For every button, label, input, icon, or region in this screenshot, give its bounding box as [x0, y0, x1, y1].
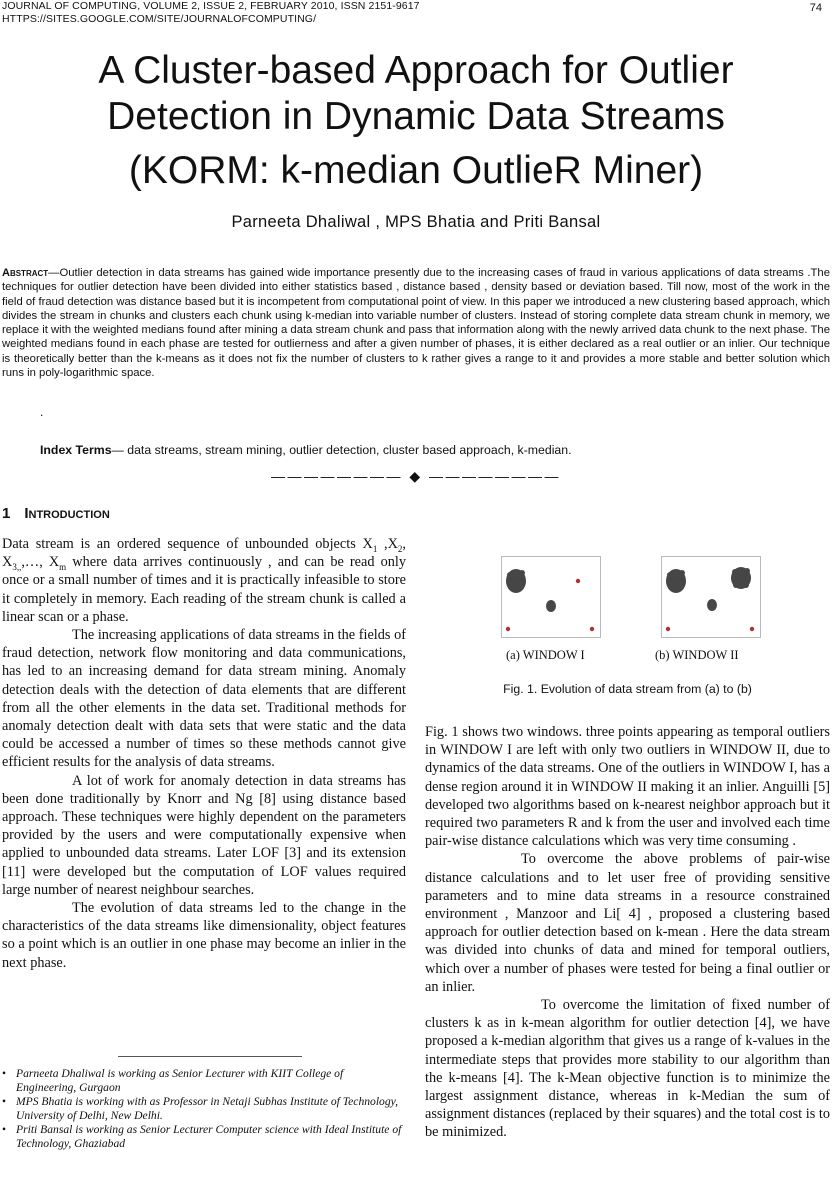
dense-cluster [506, 569, 526, 593]
outlier-point [590, 627, 594, 631]
footnote-text: Priti Bansal is working as Senior Lecturer Computer science with Ideal Institute of Technology, Ghaziabad [16, 1123, 402, 1150]
right-paragraph-2: To overcome the above problems of pair-wise distance calculations and to let user free of providing sensitive parameters and to mine data streams in a resource constrained environment , Manzoor and Li[ 4] , proposed a clustering based approach for outlier detection based on k-mean . Here the data stream was divided into chunks of data and mined for temporal outliers, which over a number of phases were tested for being a final outlier or an inlier. [425, 851, 830, 995]
abstract-text: —Outlier detection in data streams has gained wide importance presently due to the increasing cases of fraud in various applications of data streams .The techniques for outlier detection have been divided into either statistics based , distance based , density based or deviation based. Till now, most of the work in the field of fraud detection was distance based but it is incompetent from computational point of view. In this paper we introduced a new clustering based approach, which divides the stream in chunks and clusters each chunk using k-median into variable number of clusters. Instead of storing complete data stream chunk in memory, we replace it with the weighted medians found after mining a data stream chunk and pass that information along with the newly arrived data chunk to the next phase. The weighted medians found in each phase are tested for outlierness and after a given number of phases, it is either declared as a real outlier or an inlier. Our technique is theoretically better than the k-means as it does not fix the number of clusters to k rather gives a range to it and provides a more stable and better solution which runs in poly-logarithmic space. [2, 267, 830, 380]
right-paragraph-1: Fig. 1 shows two windows. three points appearing as temporal outliers in WINDOW I are left with only two outliers in WINDOW II, due to dynamics of the data streams. One of the outliers in WINDOW I, has a dense region around it in WINDOW II making it an inlier. Anguilli [5] developed two algorithms based on k-nearest neighbor approach but it required two parameters R and k from the user and involved each time pair-wise distance calculations which was very time consuming . [425, 724, 830, 850]
footnote-item [2, 1123, 406, 1151]
abstract-label: Abstract [2, 267, 49, 279]
abstract-trailing-dot: . [40, 405, 44, 419]
section-heading [2, 505, 110, 522]
outlier-point [750, 627, 754, 631]
journal-url: HTTPS://SITES.GOOGLE.COM/SITE/JOURNALOFCOMPUTING/ [2, 13, 317, 25]
subscript: m [59, 562, 67, 573]
new-dense-cluster [731, 567, 751, 589]
window-2-scatter [662, 557, 760, 637]
text-run: ,X [377, 536, 398, 552]
bullet-icon: • [2, 1123, 7, 1136]
bullet-icon: • [2, 1067, 7, 1080]
index-terms [40, 443, 572, 457]
text-run: ,…, X [21, 554, 60, 571]
figure-window-2 [661, 556, 761, 638]
subscript: 2 [397, 543, 403, 554]
text-run: Data stream is an ordered sequence of unbounded objects X [2, 536, 373, 552]
author-list: Parneeta Dhaliwal , MPS Bhatia and Priti Bansal [231, 213, 601, 231]
dense-cluster [666, 569, 686, 593]
subscript: 3,, [12, 562, 22, 573]
footnote-text: MPS Bhatia is working with as Professor in Netaji Subhas Institute of Technology, University of Delhi, New Delhi. [16, 1095, 399, 1122]
intro-paragraph-1 [2, 535, 406, 626]
abstract [2, 266, 830, 380]
small-cluster [707, 599, 717, 611]
section-number: 1 [2, 505, 11, 522]
section-divider: ———————— ◆ ———————— [270, 468, 562, 484]
index-terms-text: — data streams, stream mining, outlier detection, cluster based approach, k-median. [111, 443, 572, 457]
intro-paragraph-3: A lot of work for anomaly detection in data streams has been done traditionally by Knorr and Ng [8] using distance based approach. These techniques were highly dependent on the parameters provided by the users and were computationally expensive when applied to unbounded data streams. Later LOF [3] and its extension [11] were developed but the computation of LOF values required large number of nearest neighbour searches. [2, 772, 406, 898]
title-line-2: Detection in Dynamic Data Streams [107, 95, 725, 138]
footnotes [2, 1067, 406, 1151]
index-terms-label: Index Terms [40, 443, 112, 457]
paper-title [0, 48, 832, 194]
window-1-scatter [502, 557, 600, 637]
figure-label-a: (a) WINDOW I [506, 648, 585, 662]
right-paragraph-3: To overcome the limitation of fixed number of clusters k as in k-mean algorithm for outlier detection [4], we have proposed a k-median algorithm that gives us a range of k-values in the intermediate steps that provides more stability to our algorithm than the k-means [4]. The k-Mean objective function is to minimize the largest assignment distance, whereas in k-Median the sum of assignment distances (replaced by their squares) and the total cost is to be minimized. [425, 997, 830, 1141]
intro-paragraph-4: The evolution of data streams led to the change in the characteristics of the data streams like dimensionality, object features so a point which is an outlier in one phase may become an inlier in the next phase. [2, 900, 406, 971]
section-title: Introduction [24, 505, 110, 522]
figure-window-1 [501, 556, 601, 638]
journal-line: JOURNAL OF COMPUTING, VOLUME 2, ISSUE 2, FEBRUARY 2010, ISSN 2151-9617 [2, 0, 420, 12]
footnote-rule [118, 1056, 302, 1057]
figure-caption: Fig. 1. Evolution of data stream from (a) to (b) [503, 682, 752, 696]
figure-label-b: (b) WINDOW II [655, 648, 739, 662]
footnote-item [2, 1067, 406, 1095]
title-line-3: (KORM: k-median OutlieR Miner) [128, 149, 704, 192]
left-column [2, 535, 406, 972]
bullet-icon: • [2, 1095, 7, 1108]
outlier-point [506, 627, 510, 631]
outlier-point [666, 627, 670, 631]
title-line-1: A Cluster-based Approach for Outlier [98, 49, 734, 92]
text-run: where data arrives continuously , and can be read only once or a small number of times and it is practically infeasible to store it completely in memory. Each reading of the stream chunk is called a linear scan or a phase. [2, 554, 406, 625]
right-column [425, 723, 830, 1142]
footnote-item [2, 1095, 406, 1123]
small-cluster [546, 600, 556, 612]
page-number: 74 [809, 2, 822, 14]
footnote-text: Parneeta Dhaliwal is working as Senior Lecturer with KIIT College of Engineering, Gurgaon [16, 1067, 344, 1094]
outlier-point [576, 579, 580, 583]
subscript: 1 [372, 543, 378, 554]
intro-paragraph-2: The increasing applications of data streams in the fields of fraud detection, network flow monitoring and data communications, has led to an increasing demand for data stream mining. Anomaly detection deals with the detection of data elements that are different from all the other elements in the data set. Traditional methods for anomaly detection dealt with data sets that were static and the data could be accessed a number of times so these methods cannot give efficient results for the analysis of data streams. [2, 627, 406, 771]
text-run: , X [2, 536, 406, 571]
running-header [2, 0, 420, 26]
